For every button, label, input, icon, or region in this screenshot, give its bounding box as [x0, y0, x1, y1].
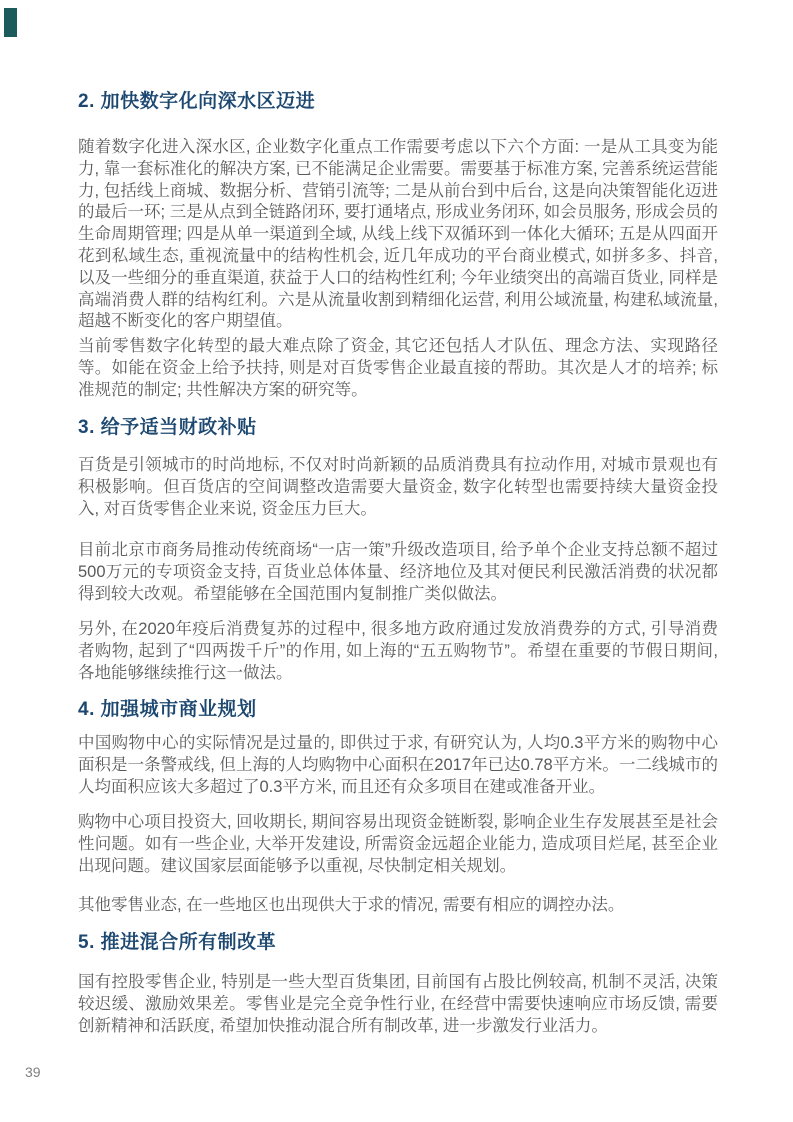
- paragraph: 当前零售数字化转型的最大难点除了资金, 其它还包括人才队伍、理念方法、实现路径等。如能在资金上给予扶持, 则是对百货零售企业最直接的帮助。其次是人才的培养; 标准规范的制定; 共性解决方案的研究等。: [78, 337, 718, 399]
- paragraph: 中国购物中心的实际情况是过量的, 即供过于求, 有研究认为, 人均0.3平方米的购物中心面积是一条警戒线, 但上海的人均购物中心面积在2017年已达0.78平方米。一二线城市的人均面积应该大多超过了0.3平方米, 而且还有众多项目在建或准备开业。: [78, 734, 718, 796]
- paragraph: 购物中心项目投资大, 回收期长, 期间容易出现资金链断裂, 影响企业生存发展甚至是社会性问题。如有一些企业, 大举开发建设, 所需资金远超企业能力, 造成项目烂尾, 甚至企业出现问题。建议国家层面能够予以重视, 尽快制定相关规划。: [78, 813, 718, 875]
- section-heading-mixed-ownership-reform: 5. 推进混合所有制改革: [78, 932, 277, 953]
- paragraph: 其他零售业态, 在一些地区也出现供大于求的情况, 需要有相应的调控办法。: [78, 896, 625, 914]
- paragraph: 目前北京市商务局推动传统商场“一店一策”升级改造项目, 给予单个企业支持总额不超过500万元的专项资金支持, 百货业总体体量、经济地位及其对便民利民激活消费的状况都得到较大改观。希望能够在全国范围内复制推广类似做法。: [78, 541, 718, 603]
- section-heading-urban-planning: 4. 加强城市商业规划: [78, 699, 257, 720]
- paragraph: 国有控股零售企业, 特别是一些大型百货集团, 目前国有占股比例较高, 机制不灵活, 决策较迟缓、激励效果差。零售业是完全竞争性行业, 在经营中需要快速响应市场反馈, 需要创新精神和活跃度, 希望加快推动混合所有制改革, 进一步激发行业活力。: [78, 973, 718, 1035]
- paragraph: 百货是引领城市的时尚地标, 不仅对时尚新颖的品质消费具有拉动作用, 对城市景观也有积极影响。但百货店的空间调整改造需要大量资金, 数字化转型也需要持续大量资金投入, 对百货零售企业来说, 资金压力巨大。: [78, 456, 718, 518]
- paragraph: 随着数字化进入深水区, 企业数字化重点工作需要考虑以下六个方面: 一是从工具变为能力, 靠一套标准化的解决方案, 已不能满足企业需要。需要基于标准方案, 完善系统运营能力, 包括线上商城、数据分析、营销引流等; 二是从前台到中后台, 这是向决策智能化迈进的最后一环; 三是从点到全链路闭环, 要打通堵点, 形成业务闭环, 如会员服务, 形成会员的生命周期管理; 四是从单一渠道到全域, 从线上线下双循环到一体化大循环; 五是从四面开花到私域生态, 重视流量中的结构性机会, 近几年成功的平台商业模式, 如拼多多、抖音, 以及一些细分的垂直渠道, 获益于人口的结构性红利; 今年业绩突出的高端百货业, 同样是高端消费人群的结构红利。六是从流量收割到精细化运营, 利用公域流量, 构建私域流量, 超越不断变化的客户期望值。: [78, 138, 718, 331]
- section-heading-fiscal-subsidy: 3. 给予适当财政补贴: [78, 417, 257, 438]
- section-heading-digitalization: 2. 加快数字化向深水区迈进: [78, 91, 316, 112]
- paragraph: 另外, 在2020年疫后消费复苏的过程中, 很多地方政府通过发放消费券的方式, 引导消费者购物, 起到了“四两拨千斤”的作用, 如上海的“五五购物节”。希望在重要的节假日期间, 各地能够继续推行这一做法。: [78, 620, 718, 682]
- page-number: 39: [25, 1064, 41, 1080]
- page-corner-marker: [4, 8, 17, 37]
